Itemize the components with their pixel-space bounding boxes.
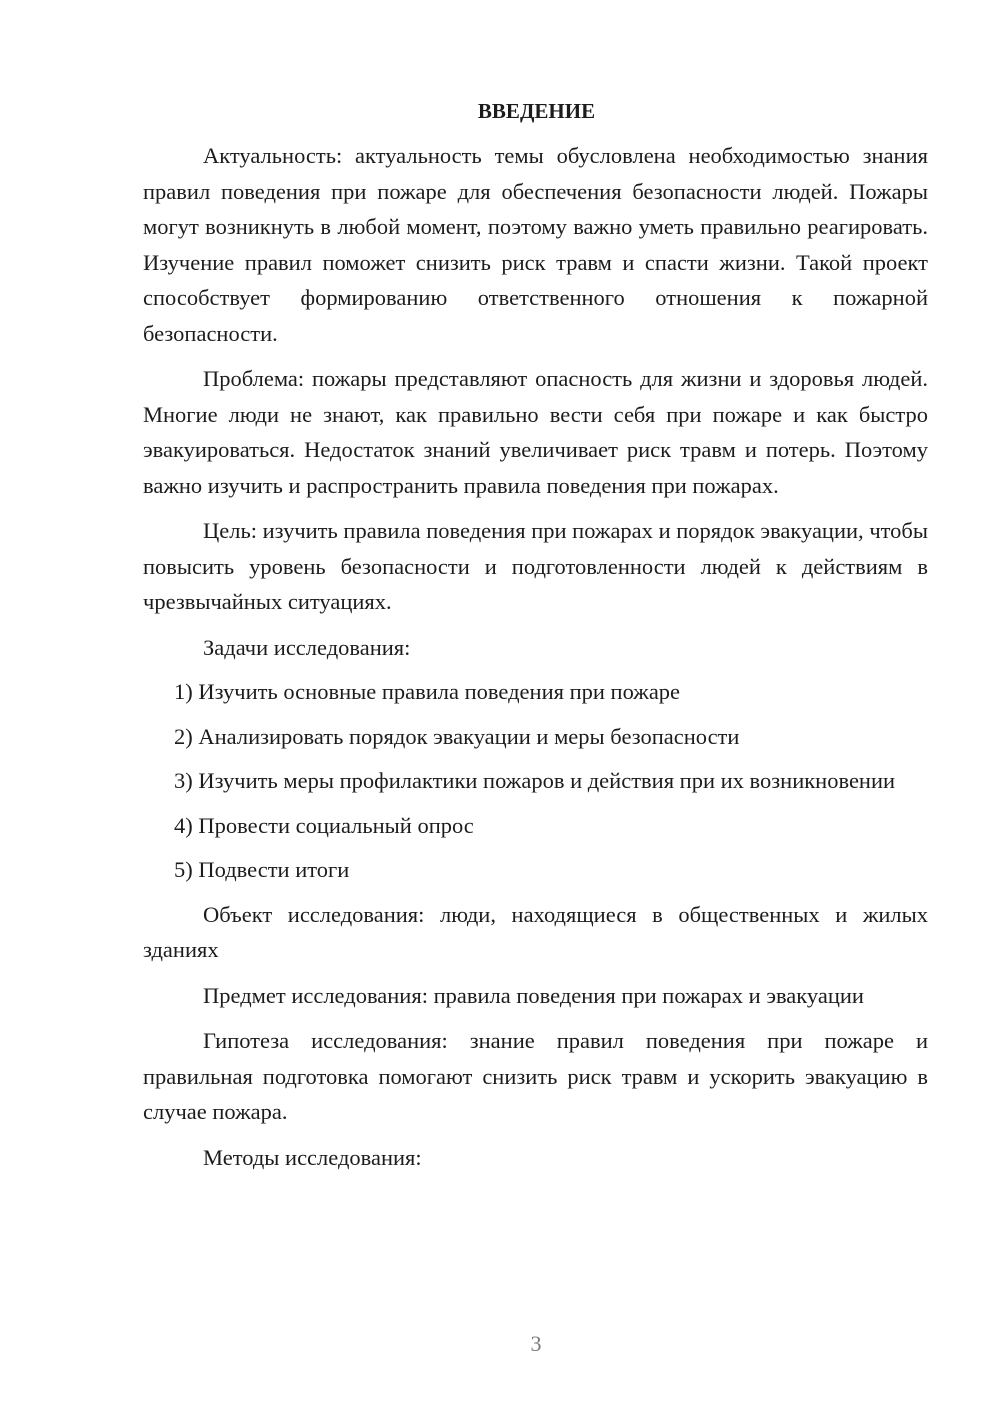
task-item-5: 5) Подвести итоги bbox=[174, 857, 350, 882]
relevance-paragraph: Актуальность: актуальность темы обусловлена необходимостью знания правил поведения при пожаре для обеспечения безопасности людей. Пожары могут возникнуть в любой момент, поэтому важно уметь правильно реагировать. Изучение правил поможет снизить риск травм и спасти жизни. Такой проект способствует формированию ответственного отношения к пожарной безопасности. bbox=[143, 143, 928, 346]
task-item-3: 3) Изучить меры профилактики пожаров и действия при их возникновении bbox=[174, 768, 896, 793]
task-item-2: 2) Анализировать порядок эвакуации и меры безопасности bbox=[174, 723, 740, 749]
page-number: 3 bbox=[530, 1331, 542, 1356]
problem-paragraph: Проблема: пожары представляют опасность для жизни и здоровья людей. Многие люди не знают, как правильно вести себя при пожаре и как быстро эвакуироваться. Недостаток знаний увеличивает риск травм и потерь. Поэтому важно изучить и распространить правила поведения при пожарах. bbox=[143, 366, 928, 498]
section-heading: ВВЕДЕНИЕ bbox=[477, 99, 596, 123]
page-content bbox=[143, 92, 928, 1184]
subject-paragraph: Предмет исследования: правила поведения при пожарах и эвакуации bbox=[203, 982, 864, 1008]
methods-title: Методы исследования: bbox=[203, 1144, 422, 1170]
goal-paragraph: Цель: изучить правила поведения при пожарах и порядок эвакуации, чтобы повысить уровень безопасности и подготовленности людей к действиям в чрезвычайных ситуациях. bbox=[143, 518, 928, 614]
object-paragraph: Объект исследования: люди, находящиеся в общественных и жилых зданиях bbox=[143, 901, 928, 962]
tasks-title: Задачи исследования: bbox=[203, 634, 411, 660]
hypothesis-paragraph: Гипотеза исследования: знание правил поведения при пожаре и правильная подготовка помогают снизить риск травм и ускорить эвакуацию в случае пожара. bbox=[143, 1028, 928, 1124]
task-item-1: 1) Изучить основные правила поведения при пожаре bbox=[174, 679, 681, 704]
task-item-4: 4) Провести социальный опрос bbox=[174, 812, 474, 838]
